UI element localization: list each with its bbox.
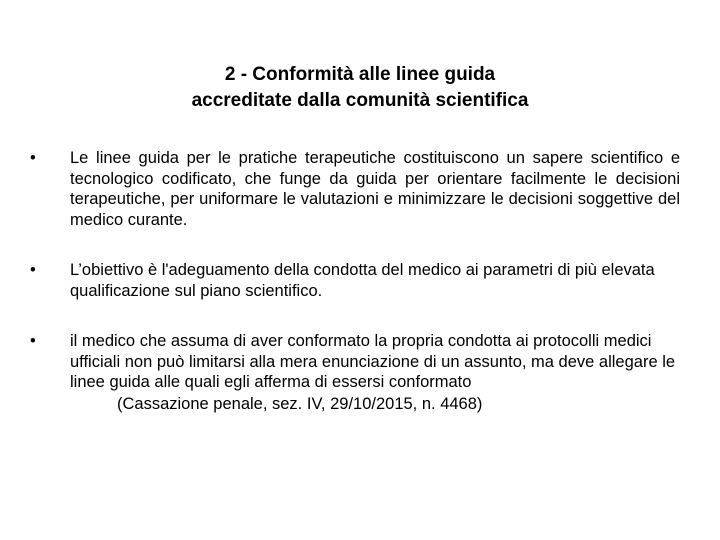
bullet-icon: •	[30, 261, 36, 279]
citation: (Cassazione penale, sez. IV, 29/10/2015, n. 4468)	[117, 394, 483, 413]
bullet-text: L’obiettivo è l'adeguamento della condotta del medico ai parametri di più elevata qualificazione sul piano scientifico.	[70, 261, 655, 300]
bullet-text: Le linee guida per le pratiche terapeutiche costituiscono un sapere scientifico e tecnologico codificato, che funge da guida per orientare facilmente le decisioni terapeutiche, per uniformare le valutazioni e minimizzare le decisioni soggettive del medico curante.	[70, 149, 680, 229]
slide-title	[0, 62, 720, 114]
bullet-item-objective	[30, 260, 680, 301]
title-line-1: 2 - Conformità alle linee guida	[224, 64, 496, 85]
bullet-list	[30, 148, 680, 414]
bullet-text	[70, 331, 680, 414]
bullet-item-guidelines	[30, 148, 680, 230]
bullet-icon: •	[30, 332, 36, 350]
title-line-2: accreditate dalla comunità scientifica	[191, 90, 529, 111]
bullet-icon: •	[30, 149, 36, 167]
bullet-body: il medico che assuma di aver conformato la propria condotta ai protocolli medici ufficiali non può limitarsi alla mera enunciazione di un assunto, ma deve allegare le linee guida alle quali egli afferma di essersi conformato	[70, 332, 676, 391]
bullet-item-doctor	[30, 331, 680, 414]
